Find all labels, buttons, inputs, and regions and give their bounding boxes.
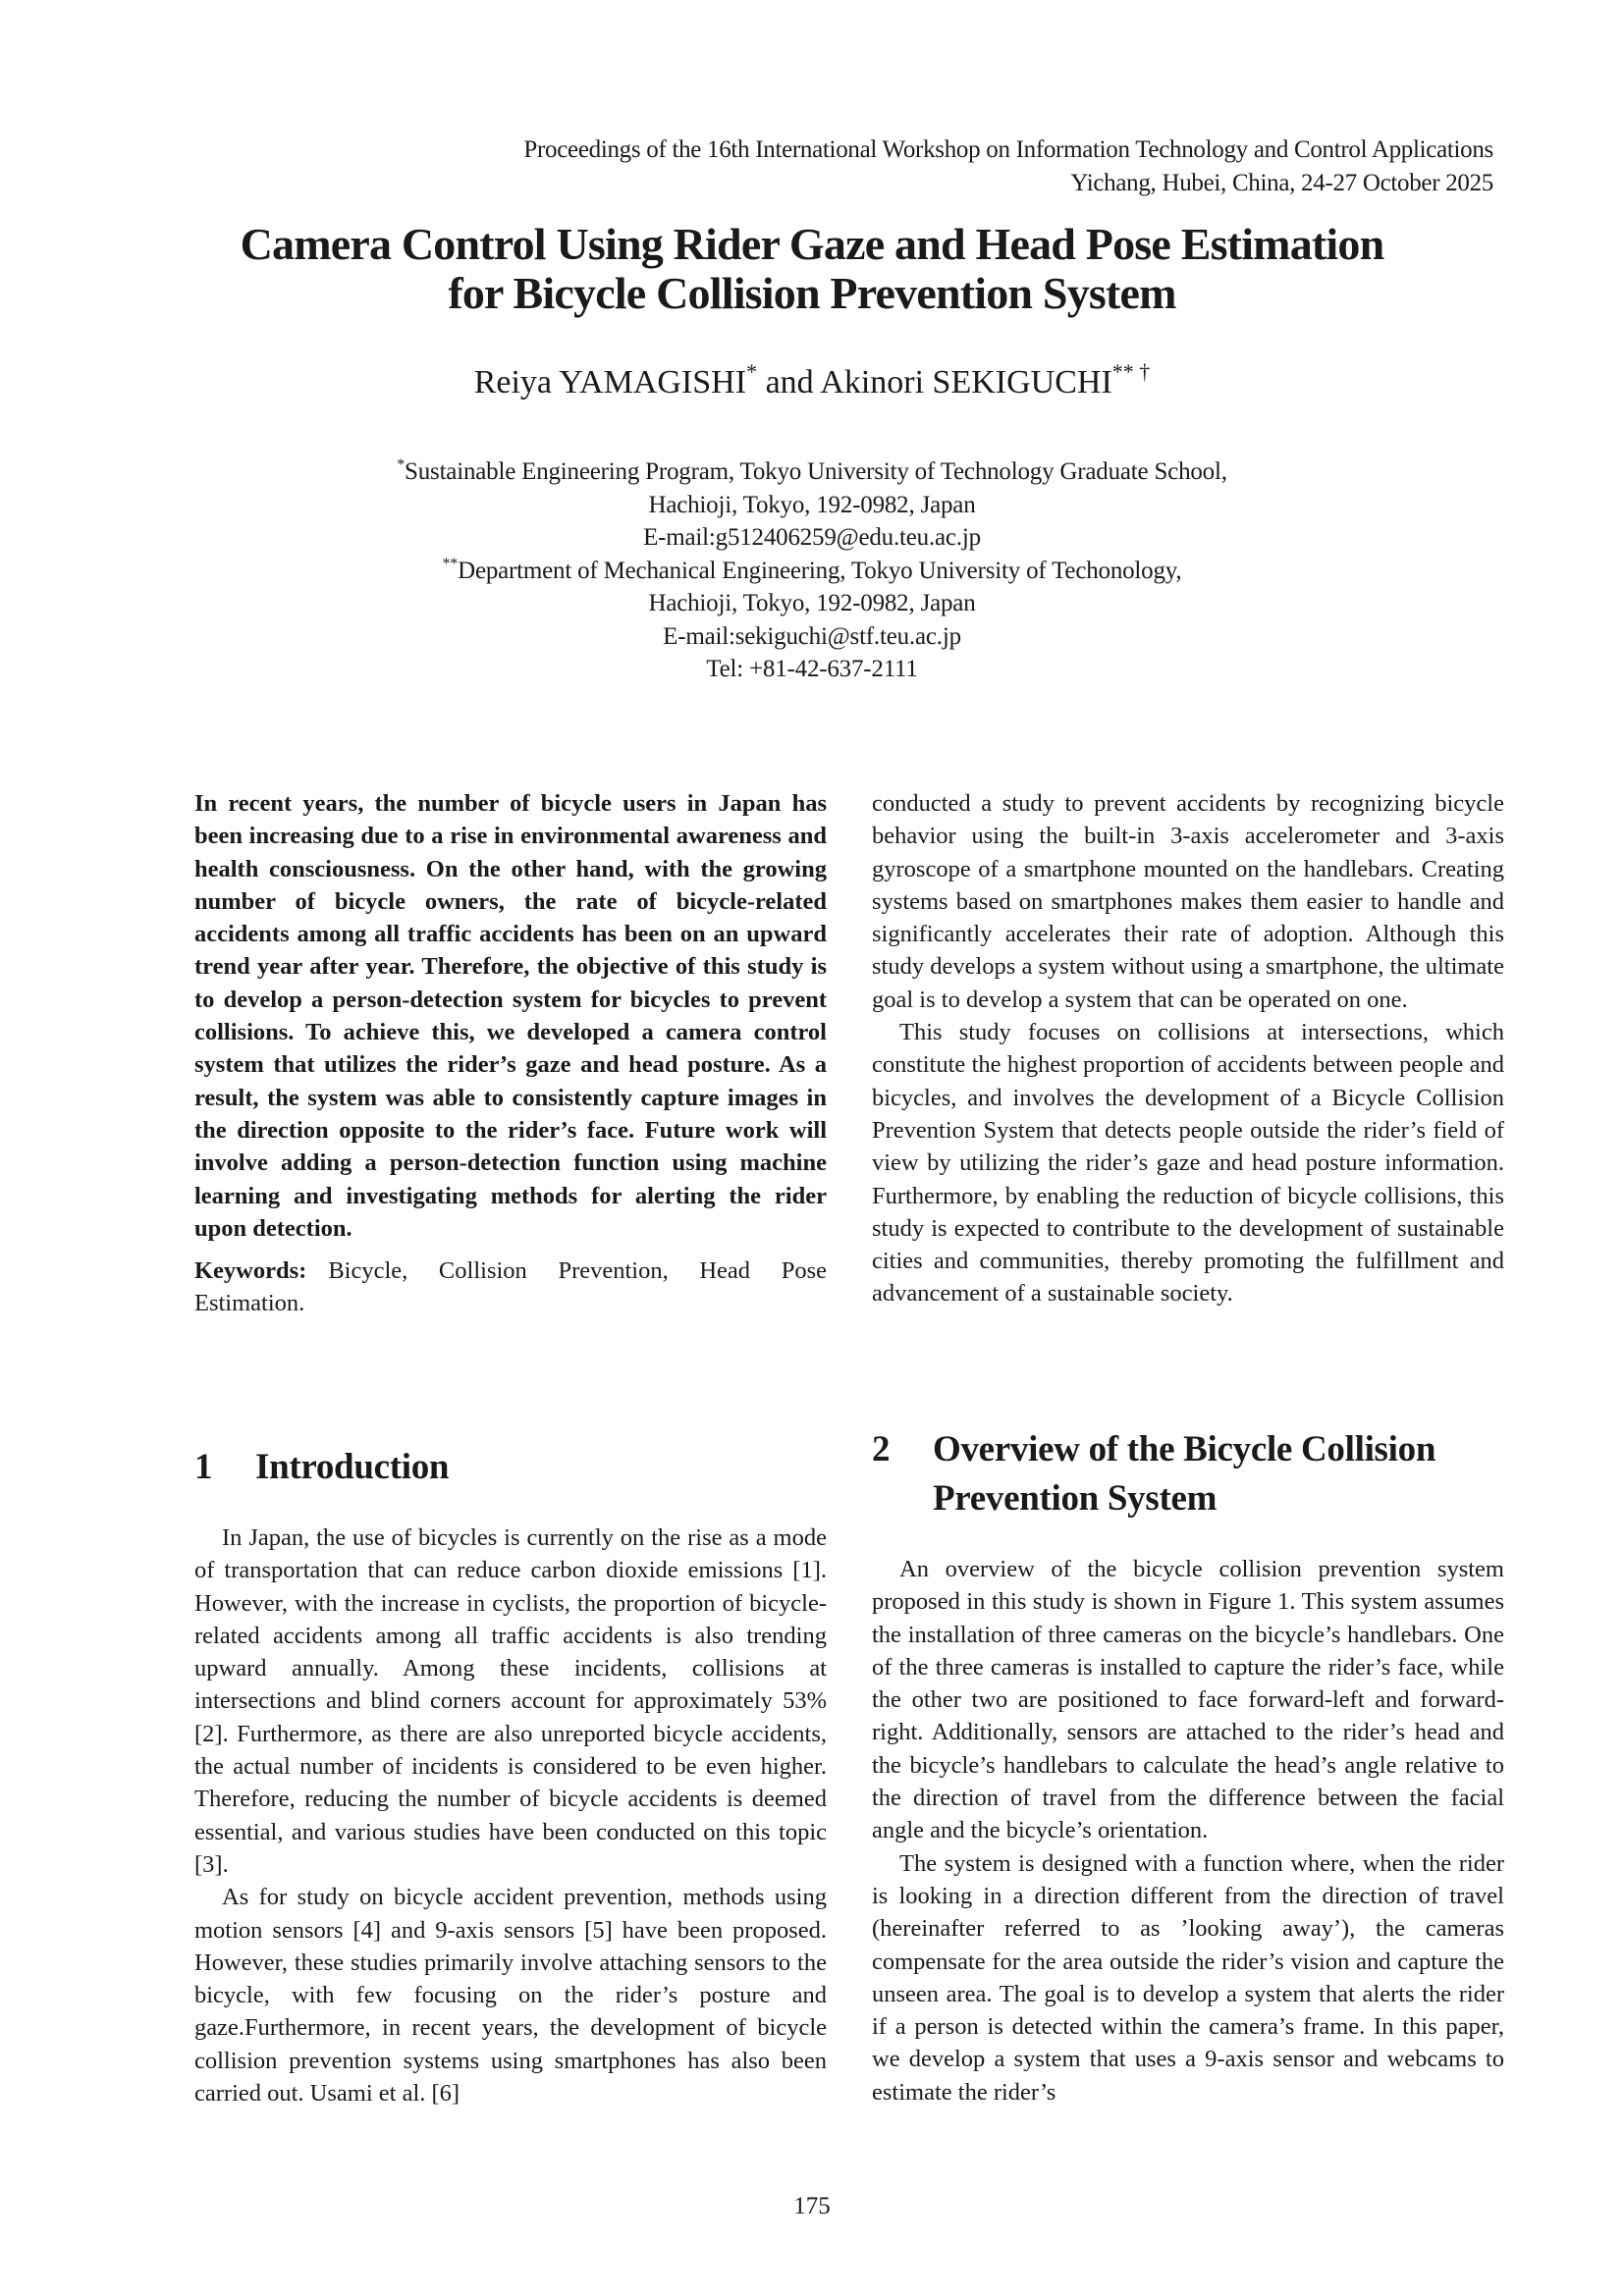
section-number: 1: [194, 1447, 213, 1487]
keywords: [194, 1255, 827, 1320]
section-heading: [194, 1443, 827, 1492]
section-heading: [872, 1425, 1504, 1523]
section-introduction: [194, 1443, 827, 2109]
author-name: Reiya YAMAGISHI: [473, 364, 747, 400]
author-conjunction: and: [757, 364, 821, 400]
affiliation-mark: **: [442, 555, 459, 572]
affiliation-line: *Sustainable Engineering Program, Tokyo University of Technology Graduate School,: [397, 456, 1227, 485]
section-number: 2: [872, 1429, 891, 1469]
affiliation-email: E-mail:g512406259@edu.teu.ac.jp: [643, 524, 981, 551]
paper-title-line-2: for Bicycle Collision Prevention System: [448, 268, 1176, 318]
author-name: Akinori SEKIGUCHI: [820, 364, 1112, 400]
proceedings-location-date: Yichang, Hubei, China, 24-27 October 2025: [1070, 170, 1493, 196]
affiliation-line: Hachioji, Tokyo, 192-0982, Japan: [648, 590, 976, 616]
keywords-label: Keywords:: [194, 1257, 307, 1285]
affiliation-line: Hachioji, Tokyo, 192-0982, Japan: [648, 491, 976, 518]
affiliation-mark: *: [397, 456, 406, 473]
affiliation-email: E-mail:sekiguchi@stf.teu.ac.jp: [663, 622, 961, 650]
author-list: [0, 359, 1624, 402]
paragraph: As for study on bicycle accident prevention, methods using motion sensors [4] and 9-axis sensors [5] have been proposed. However, these studies primarily involve attaching sensors to the bicycle, with few focusing on the rider’s posture and gaze.Furthermore, in recent years, the development of bicycle collision prevention systems using smartphones has also been carried out. Usami et al. [6]: [194, 1884, 827, 2108]
affiliation-line: **Department of Mechanical Engineering, Tokyo University of Techonology,: [442, 555, 1182, 584]
paper-title-line-1: Camera Control Using Rider Gaze and Head Pose Estimation: [240, 219, 1384, 269]
paragraph: conducted a study to prevent accidents by recognizing bicycle behavior using the built-in 3-axis accelerometer and 3-axis gyroscope of a smartphone mounted on the handlebars. Creating systems based on smartphones makes them easier to handle and significantly accelerates their rate of adoption. Although this study develops a system without using a smartphone, the ultimate goal is to develop a system that can be operated on one.: [872, 790, 1504, 1013]
section-title: Overview of the Bicycle Collision Prevention System: [933, 1429, 1436, 1519]
paragraph: In Japan, the use of bicycles is currently on the rise as a mode of transportation that can reduce carbon dioxide emissions [1]. However, with the increase in cyclists, the proportion of bicycle-related accidents among all traffic accidents is also trending upward annually. Among these incidents, collisions at intersections and blind corners account for approximately 53% [2]. Furthermore, as there are also unreported bicycle accidents, the actual number of incidents is considered to be even higher. Therefore, reducing the number of bicycle accidents is deemed essential, and various studies have been conducted on this topic [3].: [194, 1524, 827, 1878]
paper-title: [0, 220, 1624, 318]
paragraph: This study focuses on collisions at intersections, which constitute the highest proportion of accidents between people and bicycles, and involves the development of a Bicycle Collision Prevention System that detects people outside the rider’s field of view by utilizing the rider’s gaze and head posture information. Furthermore, by enabling the reduction of bicycle collisions, this study is expected to contribute to the development of sustainable cities and communities, thereby promoting the fulfillment and advancement of a sustainable society.: [872, 1019, 1504, 1308]
keywords-text: Bicycle, Collision Prevention, Head Pose Estimation.: [194, 1257, 827, 1317]
page-number: 175: [793, 2193, 831, 2219]
section-title: Introduction: [255, 1447, 450, 1487]
right-column-top: [872, 787, 1504, 1310]
author-affiliation-mark: ** †: [1111, 359, 1151, 384]
section-overview: [872, 1425, 1504, 2109]
affiliation-phone: Tel: +81-42-637-2111: [706, 656, 918, 682]
proceedings-header: [523, 133, 1493, 200]
paragraph: An overview of the bicycle collision prevention system proposed in this study is shown in Figure 1. This system assumes the installation of three cameras on the bicycle’s handlebars. One of the three cameras is installed to capture the rider’s face, while the other two are positioned to face forward-left and forward-right. Additionally, sensors are attached to the rider’s head and the bicycle’s handlebars to calculate the head’s angle relative to the direction of travel from the difference between the facial angle and the bicycle’s orientation.: [872, 1556, 1504, 1844]
paragraph: The system is designed with a function where, when the rider is looking in a direction different from the direction of travel (hereinafter referred to as ’looking away’), the cameras compensate for the area outside the rider’s vision and capture the unseen area. The goal is to develop a system that alerts the rider if a person is detected within the camera’s frame. In this paper, we develop a system that uses a 9-axis sensor and webcams to estimate the rider’s: [872, 1849, 1504, 2106]
proceedings-name: Proceedings of the 16th International Workshop on Information Technology and Control Applications: [523, 136, 1493, 163]
abstract: In recent years, the number of bicycle users in Japan has been increasing due to a rise in environmental awareness and health consciousness. On the other hand, with the growing number of bicycle owners, the rate of bicycle-related accidents among all traffic accidents has been on an upward trend year after year. Therefore, the objective of this study is to develop a person-detection system for bicycles to prevent collisions. To achieve this, we developed a camera control system that utilizes the rider’s gaze and head posture. As a result, the system was able to consistently capture images in the direction opposite to the rider’s face. Future work will involve adding a person-detection function using machine learning and investigating methods for alerting the rider upon detection.: [194, 790, 827, 1242]
affiliations: [0, 455, 1624, 686]
author-affiliation-mark: *: [746, 359, 758, 384]
left-column-top: [194, 787, 827, 1320]
